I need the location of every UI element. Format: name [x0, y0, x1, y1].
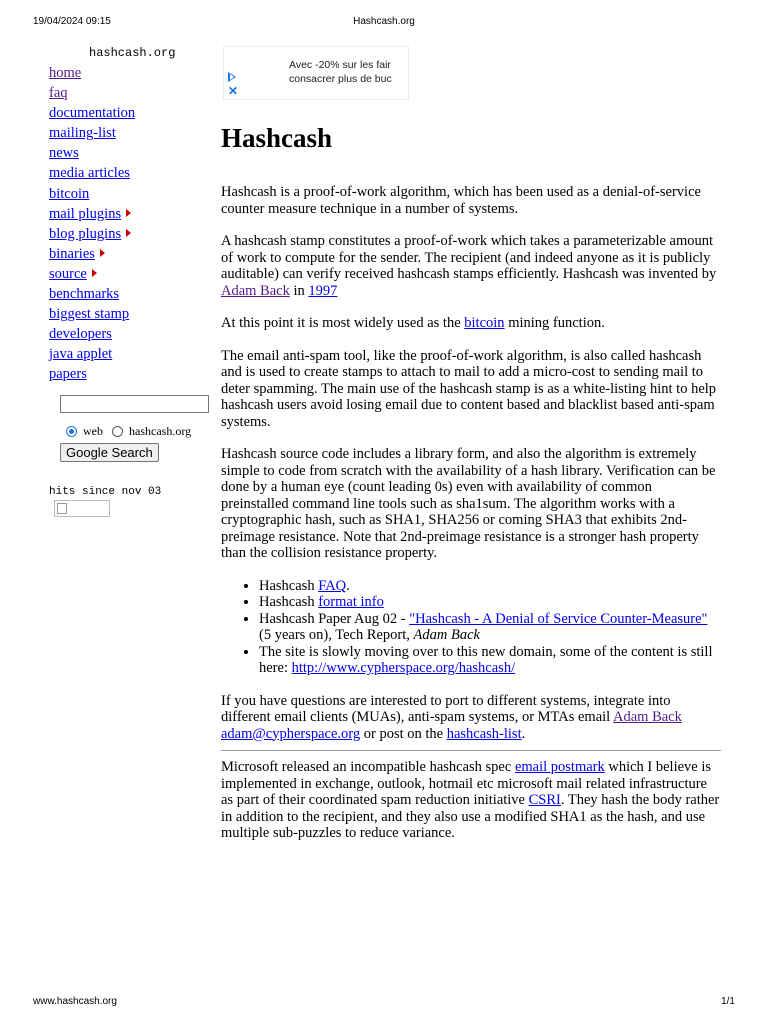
submenu-arrow-icon[interactable]	[92, 269, 97, 277]
questions-text-mid: or post on the	[360, 725, 447, 742]
main-content	[221, 118, 721, 858]
nav-link-biggest-stamp[interactable]: biggest stamp	[49, 306, 130, 323]
microsoft-text: Microsoft released an incompatible hashcash spec	[221, 759, 515, 775]
bitcoin-text-before: At this point it is most widely used as the	[221, 315, 465, 331]
nav-item-biggest-stamp	[49, 304, 219, 324]
nav-link-developers[interactable]: developers	[49, 326, 112, 343]
nav-item-mailing-list	[49, 123, 219, 143]
list-item	[259, 578, 721, 595]
nav-link-home[interactable]: home	[49, 65, 82, 81]
submenu-arrow-icon[interactable]	[126, 209, 131, 217]
print-date: 19/04/2024 09:15	[33, 16, 111, 27]
nav-link-papers[interactable]: papers	[49, 366, 87, 383]
nav-item-papers	[49, 364, 219, 384]
link-email-adam[interactable]: adam@cypherspace.org	[221, 725, 361, 742]
nav-link-faq[interactable]: faq	[49, 85, 68, 102]
link-adam-back-contact[interactable]: Adam Back	[613, 709, 682, 725]
submenu-arrow-icon[interactable]	[126, 229, 131, 237]
link-bitcoin[interactable]: bitcoin	[464, 315, 505, 331]
site-name: hashcash.org	[89, 46, 176, 60]
print-page-number: 1/1	[721, 996, 735, 1007]
list-item-text: Hashcash Paper Aug 02 -	[259, 610, 410, 627]
link-1997[interactable]: 1997	[308, 282, 338, 299]
nav-item-developers	[49, 324, 219, 344]
nav-link-mail-plugins[interactable]: mail plugins	[49, 205, 122, 222]
link-faq[interactable]: FAQ	[318, 577, 347, 594]
list-item	[259, 594, 721, 611]
microsoft-text-mid: which I believe is implemented in exchange, outlook, hotmail etc microsoft mail related infrastructure as part of their coordinated spam reduction initiative	[221, 759, 712, 808]
sidebar-nav	[49, 63, 219, 385]
nav-item-media-articles	[49, 163, 219, 183]
ad-text	[289, 58, 409, 86]
list-item-text-after: (5 years on), Tech Report,	[259, 627, 414, 643]
nav-link-bitcoin[interactable]: bitcoin	[49, 185, 90, 202]
print-title: Hashcash.org	[353, 16, 415, 27]
nav-link-media-articles[interactable]: media articles	[49, 165, 130, 182]
nav-link-benchmarks[interactable]: benchmarks	[49, 286, 120, 303]
resource-list	[221, 578, 721, 677]
ad-close-icon[interactable]: ✕	[228, 84, 239, 98]
nav-item-java-applet	[49, 344, 219, 364]
source-code-paragraph: Hashcash source code includes a library form, and also the algorithm is extremely simple to code from scratch with the availability of a hash library. Verification can be done by a human eye (count leading 0s) even with availability of common preinstalled command line tools such as sha1sum. The algorithm works with a cryptographic hash, such as SHA1, SHA256 or coming SHA3 that exhibits 2nd-preimage resistance. Note that 2nd-preimage resistance is a stronger hash property than the collision resistance property.	[221, 446, 716, 561]
anti-spam-paragraph: The email anti-spam tool, like the proof-of-work algorithm, is also called hashcash and is used to create stamps to attach to mail to add a micro-cost to sending mail to deter spamming. The main use of the hashcash stamp is as a white-listing hint to help hashcash users avoid losing email due to content based and blacklist based anti-spam systems.	[221, 347, 717, 430]
nav-item-source	[49, 264, 219, 284]
divider	[221, 750, 721, 751]
print-url: www.hashcash.org	[33, 996, 117, 1007]
search-input[interactable]	[60, 395, 209, 413]
nav-item-binaries	[49, 244, 219, 264]
intro-paragraph: Hashcash is a proof-of-work algorithm, which has been used as a denial-of-service counter measure technique in a number of systems.	[221, 184, 701, 217]
questions-text-end: .	[521, 725, 526, 742]
nav-item-bitcoin	[49, 184, 219, 204]
bitcoin-paragraph	[221, 315, 721, 332]
link-cypherspace[interactable]: http://www.cypherspace.org/hashcash/	[291, 660, 516, 676]
page-title: Hashcash	[221, 123, 333, 153]
list-item-text: The site is slowly moving over to this new domain, some of the content is still here:	[259, 643, 713, 676]
submenu-arrow-icon[interactable]	[100, 249, 105, 257]
stamp-text-mid: in	[289, 282, 309, 299]
list-item-text: Hashcash	[259, 577, 319, 594]
radio-hashcash-org-label: hashcash.org	[129, 423, 192, 438]
stamp-text: A hashcash stamp constitutes a proof-of-work which takes a parameterizable amount of work to compute for the sender. The recipient (and indeed anyone as it is publicly auditable) can verify received hashcash stamps efficiently. Hashcash was invented by	[221, 233, 717, 282]
nav-item-benchmarks	[49, 284, 219, 304]
nav-link-news[interactable]: news	[49, 145, 79, 162]
hit-counter-image	[54, 500, 110, 517]
radio-web[interactable]	[66, 426, 77, 437]
microsoft-paragraph	[221, 759, 721, 842]
ad-choices-icon[interactable]	[228, 72, 236, 82]
link-hashcash-list[interactable]: hashcash-list	[446, 725, 522, 742]
sidebar	[49, 45, 219, 517]
nav-link-mailing-list[interactable]: mailing-list	[49, 125, 116, 142]
stamp-paragraph	[221, 233, 721, 299]
google-search-button[interactable]: Google Search	[60, 443, 159, 462]
radio-web-label: web	[83, 423, 103, 438]
list-item	[259, 611, 721, 644]
bitcoin-text-after: mining function.	[504, 315, 605, 331]
link-format-info[interactable]: format info	[318, 594, 384, 610]
radio-hashcash-org[interactable]	[112, 426, 123, 437]
link-csri[interactable]: CSRI	[528, 792, 561, 808]
nav-item-mail-plugins	[49, 204, 219, 224]
ad-text-line-2: consacrer plus de buc	[289, 73, 392, 85]
paper-author: Adam Back	[413, 627, 480, 643]
list-item-text-after: .	[346, 577, 350, 594]
nav-link-blog-plugins[interactable]: blog plugins	[49, 225, 122, 242]
nav-link-source[interactable]: source	[49, 265, 87, 282]
nav-item-blog-plugins	[49, 224, 219, 244]
nav-item-home	[49, 63, 219, 83]
search-scope-radios	[66, 424, 219, 439]
nav-item-documentation	[49, 103, 219, 123]
questions-text: If you have questions are interested to port to different systems, integrate into different email clients (MUAs), anti-spam systems, or MTAs email	[221, 692, 671, 725]
list-item-text: Hashcash	[259, 594, 319, 610]
nav-item-faq	[49, 83, 219, 103]
ad-banner[interactable]	[223, 46, 409, 100]
nav-link-java-applet[interactable]: java applet	[49, 346, 113, 363]
microsoft-text-end: . They hash the body rather in addition to the recipient, and they also use a modified SHA1 as the hash, and use multiple sub-puzzles to reduce variance.	[221, 792, 720, 841]
nav-link-documentation[interactable]: documentation	[49, 105, 136, 122]
nav-item-news	[49, 143, 219, 163]
list-item	[259, 644, 721, 677]
link-adam-back[interactable]: Adam Back	[221, 282, 290, 299]
ad-text-line-1: Avec -20% sur les fair	[289, 59, 391, 71]
link-hashcash-paper[interactable]: "Hashcash - A Denial of Service Counter-Measure"	[409, 610, 708, 627]
questions-paragraph	[221, 693, 721, 743]
link-email-postmark[interactable]: email postmark	[514, 759, 605, 775]
nav-link-binaries[interactable]: binaries	[49, 245, 95, 262]
hits-label: hits since nov 03	[49, 485, 162, 498]
